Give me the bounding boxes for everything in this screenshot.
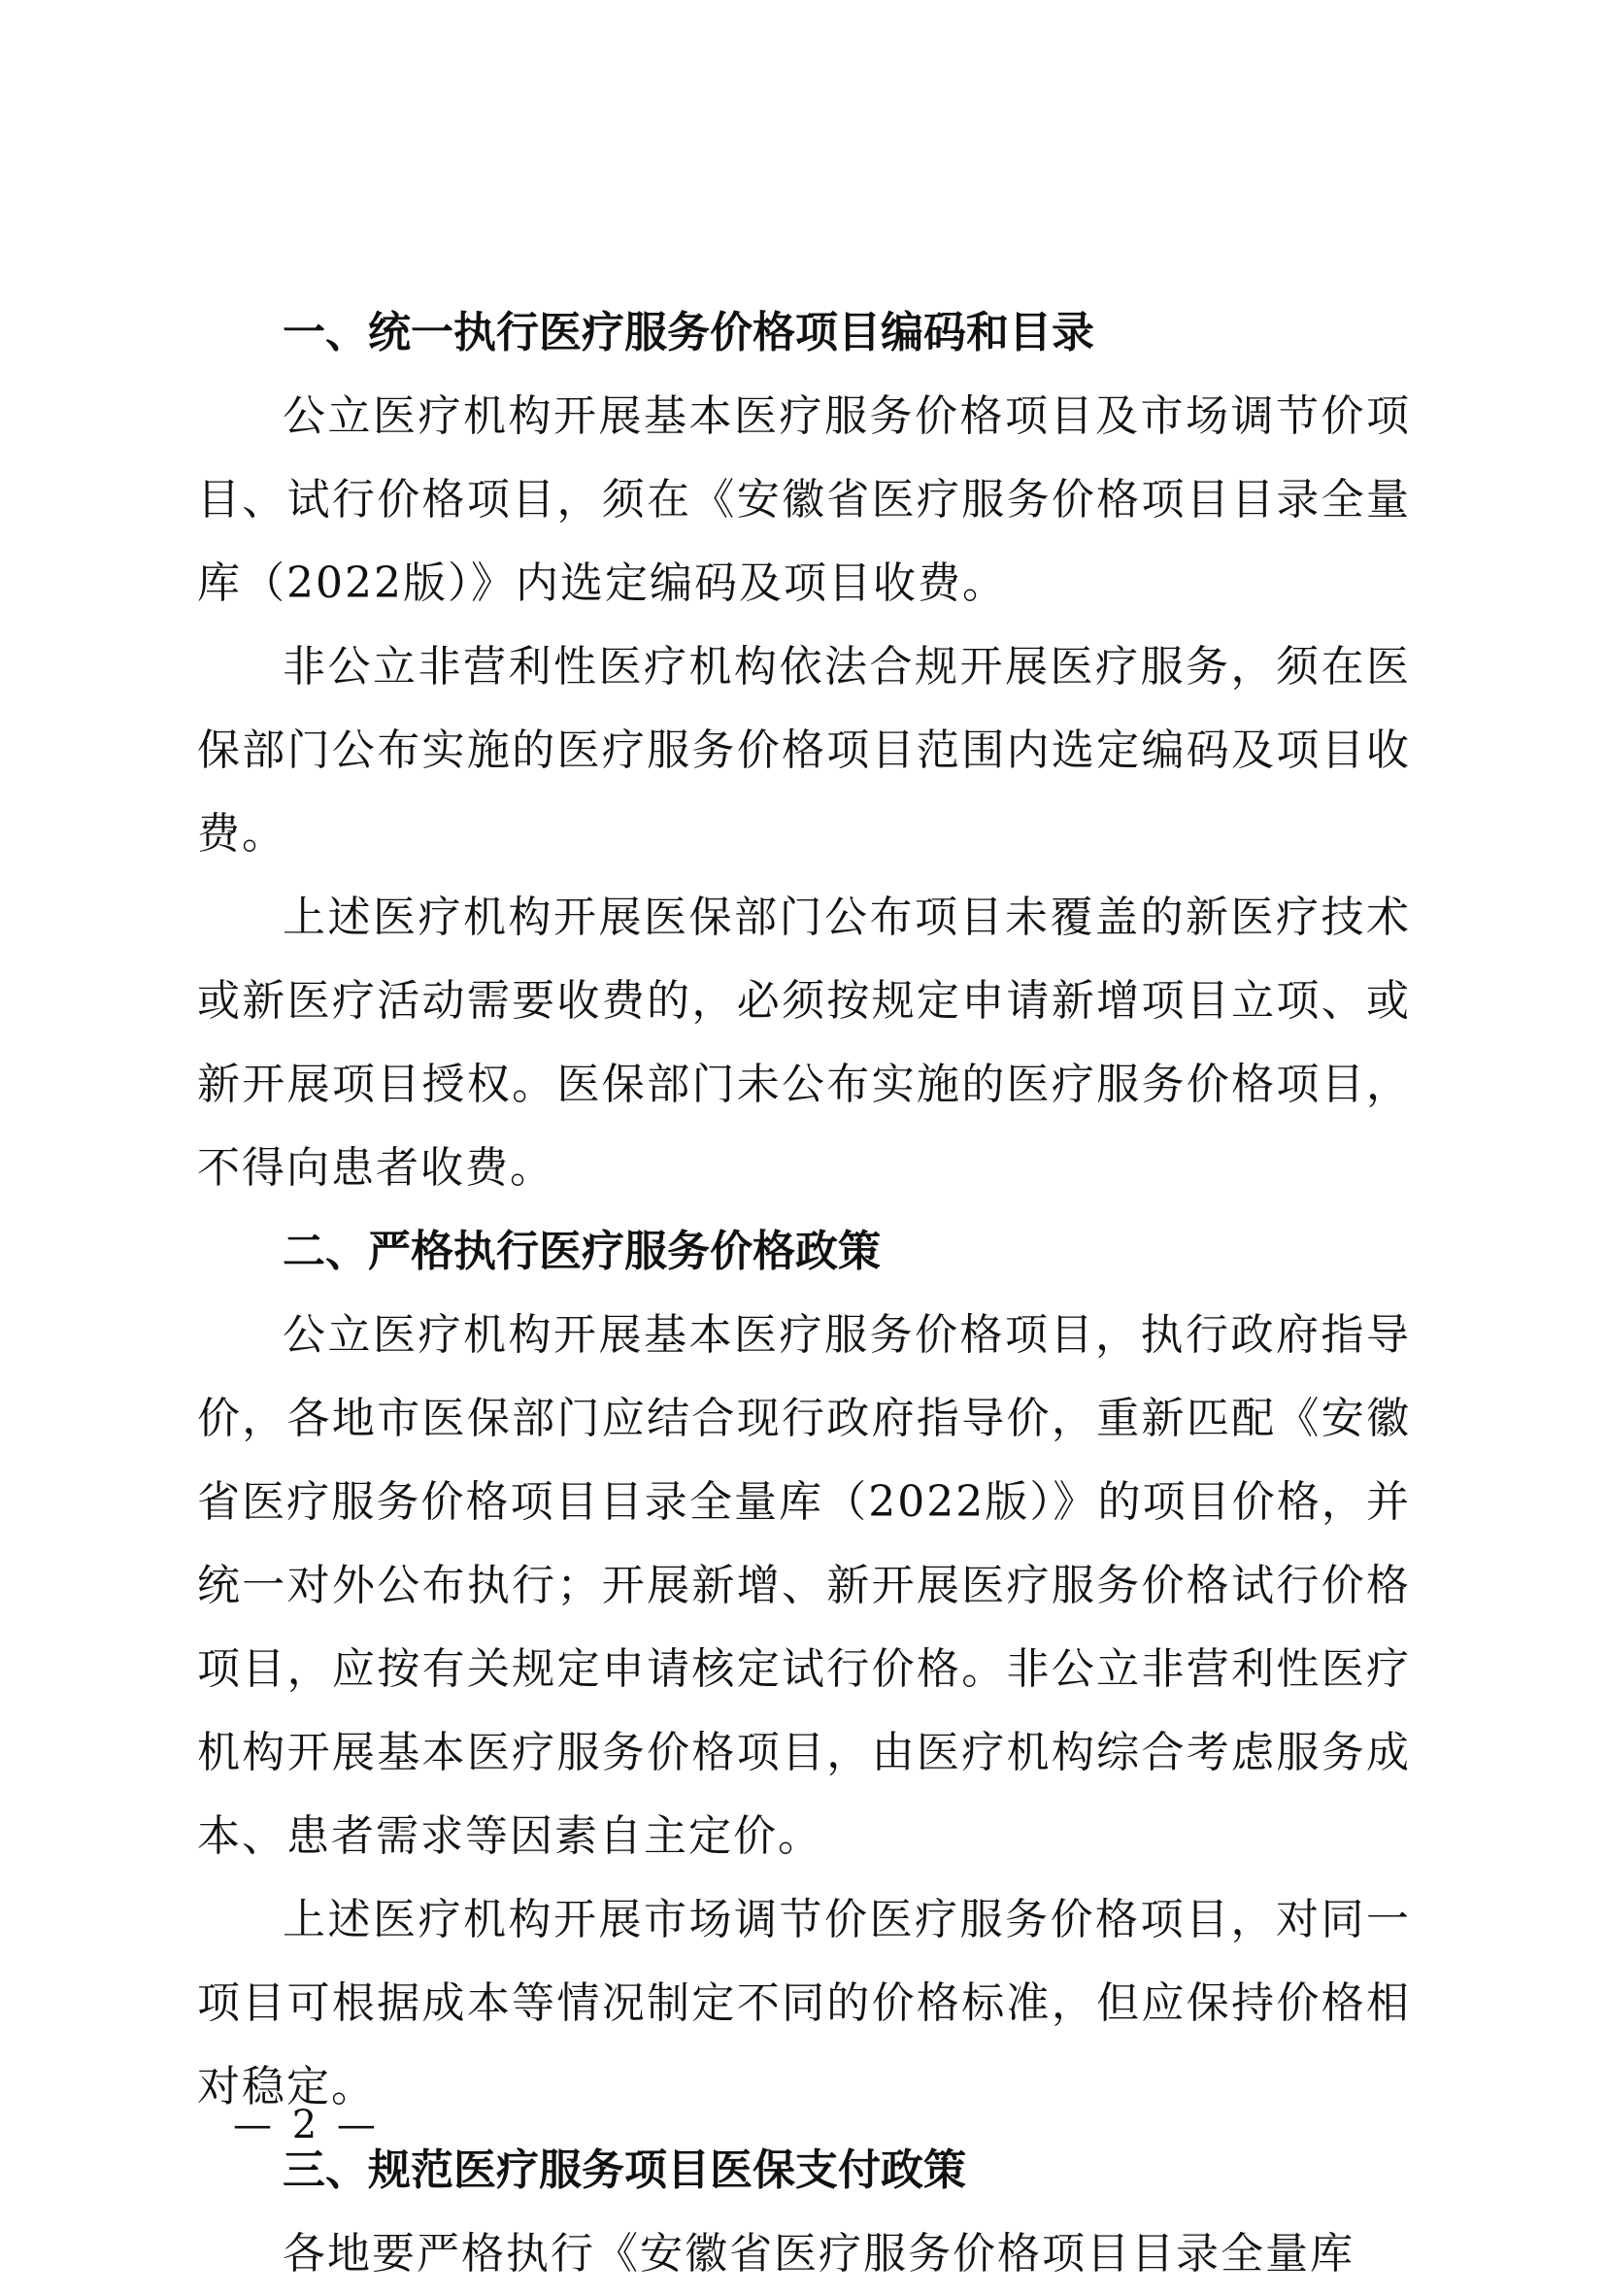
document-body (197, 291, 1411, 2296)
section-2 (197, 1210, 1411, 2129)
paragraph: 上述医疗机构开展市场调节价医疗服务价格项目，对同一项目可根据成本等情况制定不同的价格标准，但应保持价格相对稳定。 (197, 1895, 1411, 2111)
section-1 (197, 291, 1411, 1210)
paragraph: 各地要严格执行《安徽省医疗服务价格项目目录全量库 (283, 2229, 1355, 2279)
paragraph: 公立医疗机构开展基本医疗服务价格项目，执行政府指导价，各地市医保部门应结合现行政府指导价，重新匹配《安徽省医疗服务价格项目目录全量库（2022版）》的项目价格，并统一对外公布执行；开展新增、新开展医疗服务价格试行价格项目，应按有关规定申请核定试行价格。非公立非营利性医疗机构开展基本医疗服务价格项目，由医疗机构综合考虑服务成本、患者需求等因素自主定价。 (197, 1310, 1411, 1861)
paragraph: 非公立非营利性医疗机构依法合规开展医疗服务，须在医保部门公布实施的医疗服务价格项目范围内选定编码及项目收费。 (197, 642, 1411, 859)
section-heading: 三、规范医疗服务项目医保支付政策 (283, 2145, 966, 2195)
page-number: — 2 — (233, 2103, 380, 2147)
section-3 (197, 2129, 1411, 2296)
section-heading: 二、严格执行医疗服务价格政策 (283, 1227, 881, 1276)
paragraph: 公立医疗机构开展基本医疗服务价格项目及市场调节价项目、试行价格项目，须在《安徽省医疗服务价格项目目录全量库（2022版）》内选定编码及项目收费。 (197, 391, 1411, 608)
section-heading: 一、统一执行医疗服务价格项目编码和目录 (283, 308, 1094, 357)
paragraph: 上述医疗机构开展医保部门公布项目未覆盖的新医疗技术或新医疗活动需要收费的，必须按规定申请新增项目立项、或新开展项目授权。医保部门未公布实施的医疗服务价格项目，不得向患者收费。 (197, 893, 1411, 1193)
